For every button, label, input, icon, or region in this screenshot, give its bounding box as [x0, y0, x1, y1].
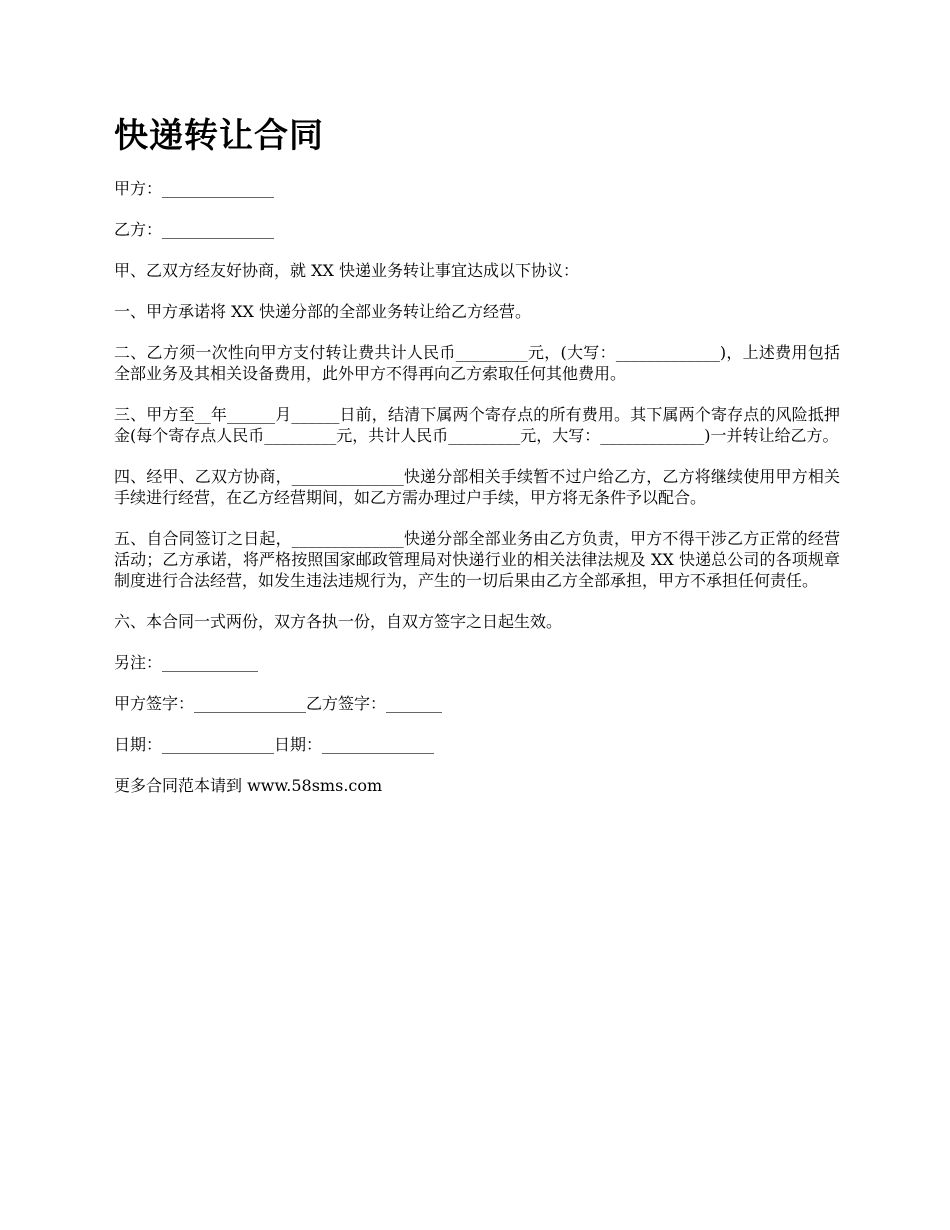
remarks-line: 另注：____________ — [114, 653, 259, 672]
clause-5: 五、自合同签订之日起，______________快递分部全部业务由乙方负责，甲方不得干涉乙方正常的经营活动；乙方承诺，将严格按照国家邮政管理局对快递行业的相关法律法规及 XX 快递总公司的各项规章制度进行合法经营，如发生违法违规行为，产生的一切后果由乙方全部承担，甲方不承担任何责任。 — [114, 529, 840, 590]
party-b-line: 乙方：______________ — [114, 220, 275, 239]
party-a-line: 甲方：______________ — [114, 179, 275, 198]
document-title: 快递转让合同 — [114, 116, 324, 156]
clause-4: 四、经甲、乙双方协商，______________快递分部相关手续暂不过户给乙方，乙方将继续使用甲方相关手续进行经营，在乙方经营期间，如乙方需办理过户手续，甲方将无条件予以配合。 — [114, 467, 840, 507]
clause-2: 二、乙方须一次性向甲方支付转让费共计人民币_________元，(大写：_____________)，上述费用包括全部业务及其相关设备费用，此外甲方不得再向乙方索取任何其他费用。 — [114, 343, 840, 383]
signature-line: 甲方签字：______________乙方签字：_______ — [114, 694, 443, 713]
clause-1: 一、甲方承诺将 XX 快递分部的全部业务转让给乙方经营。 — [114, 302, 531, 321]
date-line: 日期：______________日期：______________ — [114, 735, 435, 754]
agreement-intro: 甲、乙双方经友好协商，就 XX 快递业务转让事宜达成以下协议： — [114, 261, 579, 280]
clause-3: 三、甲方至__年______月______日前，结清下属两个寄存点的所有费用。其下属两个寄存点的风险抵押金(每个寄存点人民币_________元，共计人民币_________元，大写：_____________)一并转让给乙方。 — [114, 405, 840, 445]
footer-link-text: 更多合同范本请到 www.58sms.com — [114, 776, 383, 795]
document-page — [114, 112, 840, 816]
clause-6: 六、本合同一式两份，双方各执一份，自双方签字之日起生效。 — [114, 612, 563, 631]
